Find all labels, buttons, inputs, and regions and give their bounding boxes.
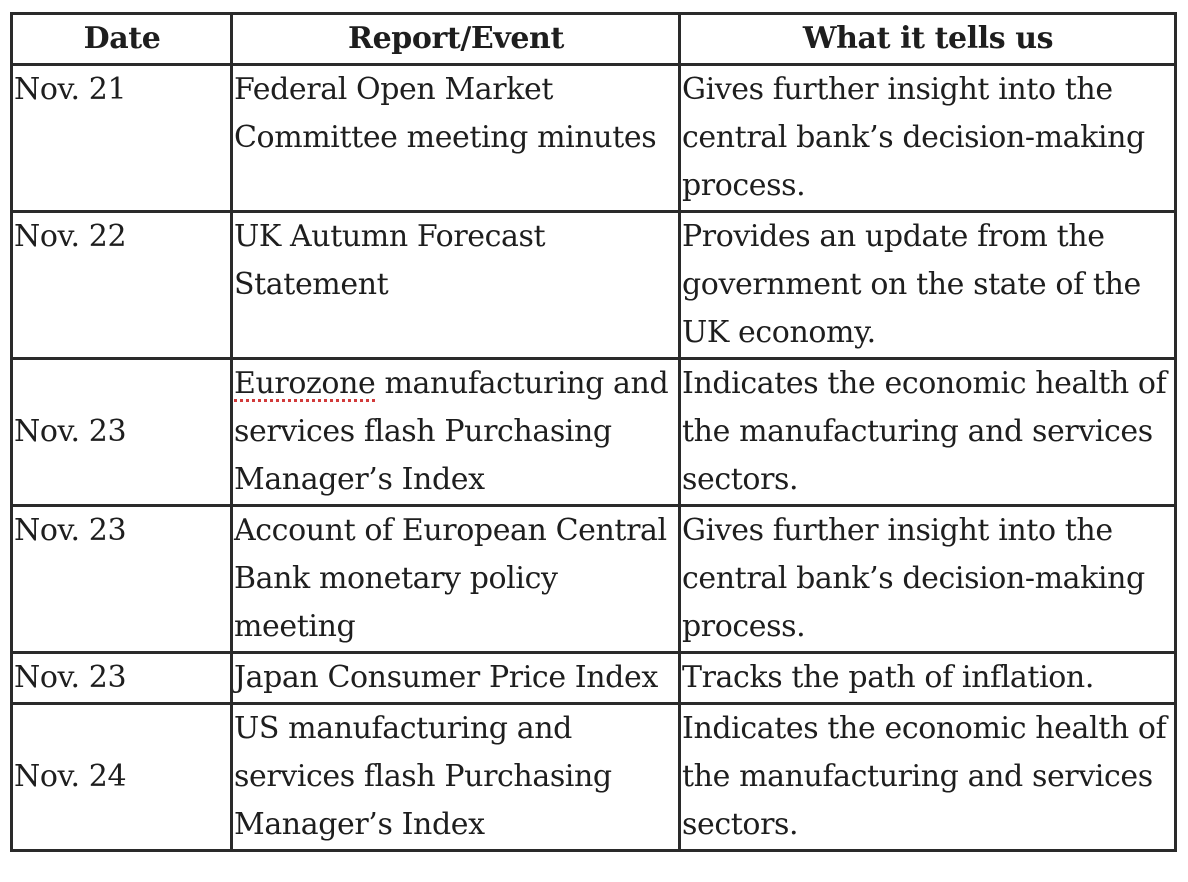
description-cell: Indicates the economic health of the manufacturing and services sectors.: [680, 704, 1176, 851]
event-cell-text: manufacturing and services flash Purchasing Manager’s Index: [234, 366, 669, 497]
table-header-row: [12, 14, 1176, 65]
table-row: [12, 359, 1176, 506]
event-cell[interactable]: [232, 359, 680, 506]
description-cell: Gives further insight into the central bank’s decision-making process.: [680, 65, 1176, 212]
header-what-it-tells-us: What it tells us: [680, 14, 1176, 65]
description-cell: Tracks the path of inflation.: [680, 653, 1176, 704]
table-row: [12, 65, 1176, 212]
event-cell: Federal Open Market Committee meeting minutes: [232, 65, 680, 212]
table-row: [12, 506, 1176, 653]
header-date: Date: [12, 14, 232, 65]
date-cell: Nov. 23: [12, 653, 232, 704]
table-row: [12, 212, 1176, 359]
date-cell: Nov. 23: [12, 359, 232, 506]
event-cell: Account of European Central Bank monetary policy meeting: [232, 506, 680, 653]
date-cell: Nov. 24: [12, 704, 232, 851]
events-table-container: [10, 12, 1177, 852]
description-cell: Indicates the economic health of the manufacturing and services sectors.: [680, 359, 1176, 506]
description-cell: Provides an update from the government on the state of the UK economy.: [680, 212, 1176, 359]
date-cell: Nov. 22: [12, 212, 232, 359]
economic-events-table: [10, 12, 1177, 852]
description-cell: Gives further insight into the central bank’s decision-making process.: [680, 506, 1176, 653]
date-cell: Nov. 21: [12, 65, 232, 212]
header-report-event: Report/Event: [232, 14, 680, 65]
event-cell: UK Autumn Forecast Statement: [232, 212, 680, 359]
event-cell: Japan Consumer Price Index: [232, 653, 680, 704]
event-cell: US manufacturing and services flash Purchasing Manager’s Index: [232, 704, 680, 851]
spellcheck-flagged-word[interactable]: Eurozone: [234, 366, 376, 401]
date-cell: Nov. 23: [12, 506, 232, 653]
table-row: [12, 653, 1176, 704]
table-row: [12, 704, 1176, 851]
